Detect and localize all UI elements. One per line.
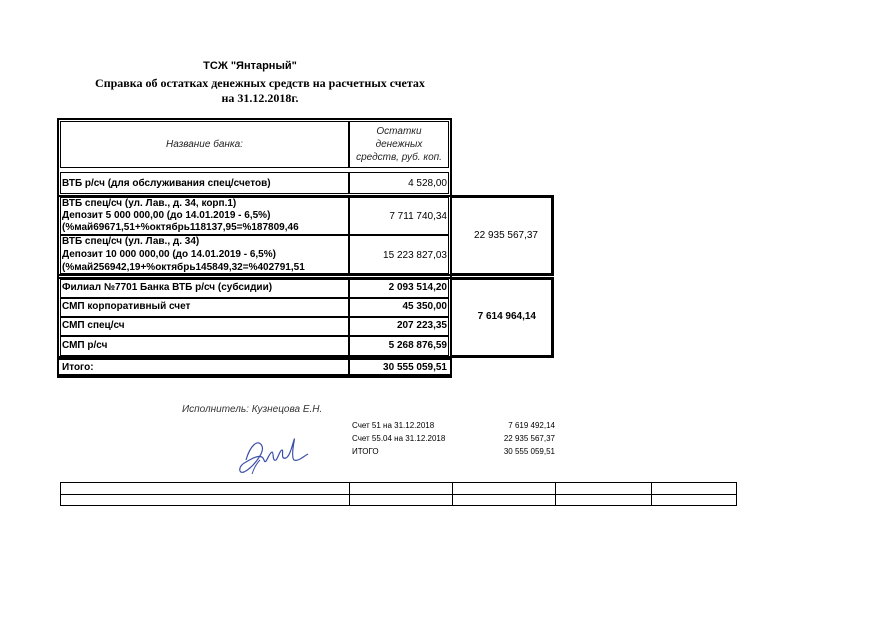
summary-label-2: Счет 55.04 на 31.12.2018 <box>352 434 446 443</box>
summary-label-3: ИТОГО <box>352 447 379 456</box>
row-vtb-special-1-amount: 7 711 740,34 <box>389 211 447 222</box>
row-smp-corp-name: СМП корпоративный счет <box>62 301 191 312</box>
empty-grid-divider-4 <box>651 482 652 506</box>
total-amount: 30 555 059,51 <box>383 362 447 373</box>
row-vtb-special-1-line2: Депозит 5 000 000,00 (до 14.01.2019 - 6,5%) <box>62 210 271 221</box>
organization-name: ТСЖ "Янтарный" <box>203 60 297 72</box>
document-title: Справка об остатках денежных средств на расчетных счетах <box>95 76 425 90</box>
row-smp-special-amount: 207 223,35 <box>396 320 447 331</box>
signature-image <box>232 420 312 480</box>
header-balance-label-2: денежных <box>375 139 423 150</box>
group-1-total: 22 935 567,37 <box>474 230 538 241</box>
row-vtb-service-name: ВТБ р/сч (для обслуживания спец/счетов) <box>62 178 271 189</box>
empty-grid-divider-2 <box>452 482 453 506</box>
header-bank-label: Название банка: <box>166 139 243 150</box>
row-smp-current-amount: 5 268 876,59 <box>388 340 447 351</box>
summary-value-3: 30 555 059,51 <box>503 447 555 456</box>
row-filial-amount: 2 093 514,20 <box>388 282 447 293</box>
row-vtb-special-2-amount: 15 223 827,03 <box>383 250 447 261</box>
row-smp-special-name: СМП спец/сч <box>62 320 125 331</box>
row-vtb-special-1-line3: (%май69671,51+%октябрь118137,95=%187809,46 <box>62 222 299 233</box>
total-label: Итого: <box>62 362 94 373</box>
empty-grid-divider-3 <box>555 482 556 506</box>
row-filial-name: Филиал №7701 Банка ВТБ р/сч (субсидии) <box>62 282 273 293</box>
row-vtb-special-1-line1: ВТБ спец/сч (ул. Лав., д. 34, корп.1) <box>62 198 237 209</box>
document-date: на 31.12.2018г. <box>221 91 299 105</box>
row-vtb-special-2-line2: Депозит 10 000 000,00 (до 14.01.2019 - 6,5%) <box>62 249 276 260</box>
header-balance-label-1: Остатки <box>376 126 422 137</box>
summary-value-1: 7 619 492,14 <box>508 421 555 430</box>
summary-label-1: Счет 51 на 31.12.2018 <box>352 421 435 430</box>
header-balance-label-3: средств, руб. коп. <box>356 152 442 163</box>
row-smp-corp-amount: 45 350,00 <box>402 301 447 312</box>
row-vtb-special-2-line3: (%май256942,19+%октябрь145849,32=%402791,51 <box>62 262 305 273</box>
row-smp-current-name: СМП р/сч <box>62 340 108 351</box>
group-2-total: 7 614 964,14 <box>477 311 536 322</box>
summary-value-2: 22 935 567,37 <box>503 434 555 443</box>
row-vtb-special-2-line1: ВТБ спец/сч (ул. Лав., д. 34) <box>62 236 200 247</box>
empty-grid-divider-horizontal <box>60 494 737 495</box>
empty-grid-divider-1 <box>349 482 350 506</box>
executor-label: Исполнитель: Кузнецова Е.Н. <box>182 404 323 415</box>
row-vtb-service-amount: 4 528,00 <box>408 178 447 189</box>
